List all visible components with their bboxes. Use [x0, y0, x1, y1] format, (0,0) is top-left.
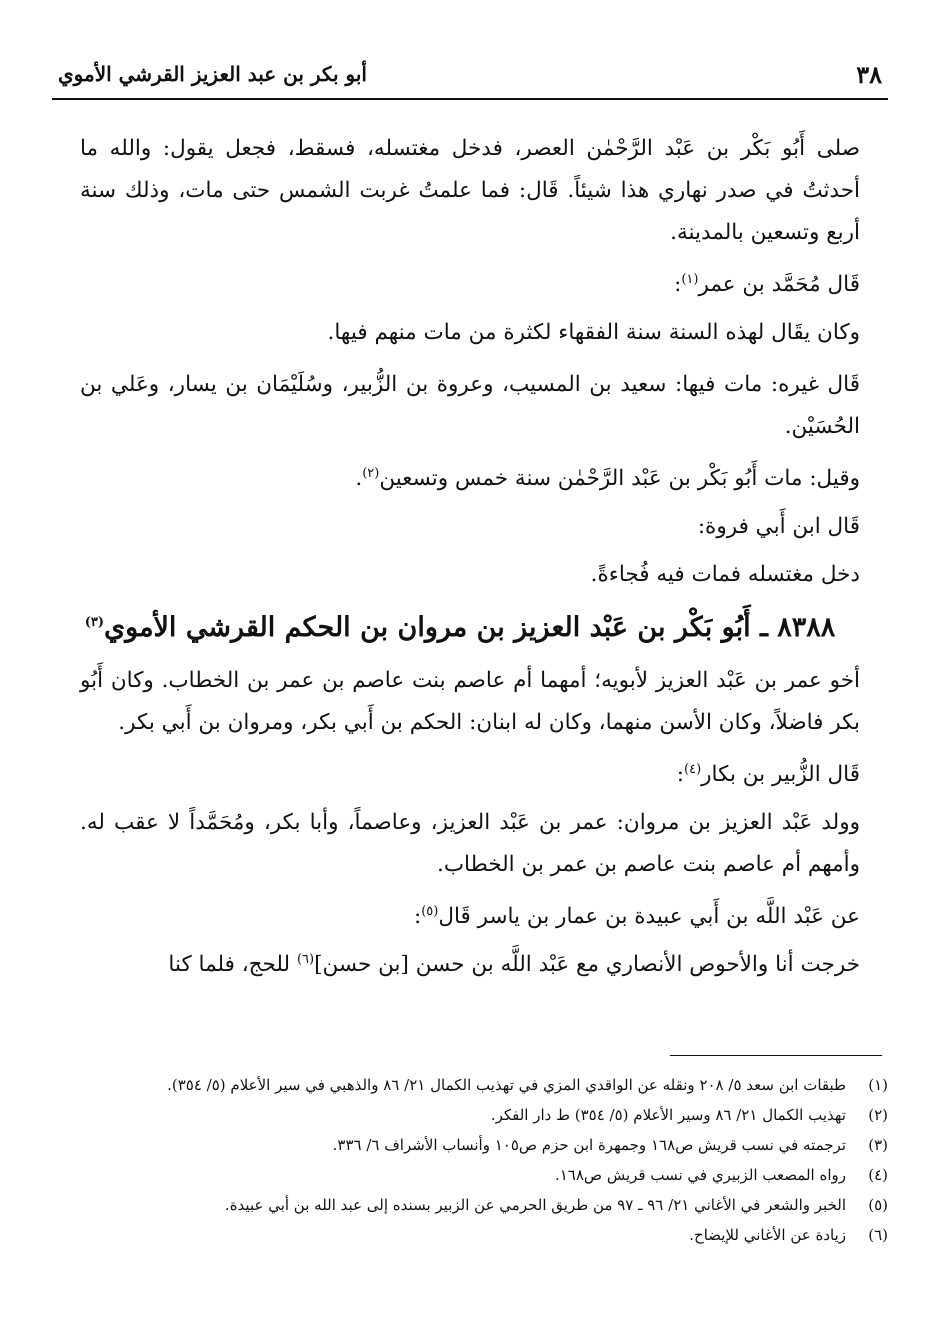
main-text [80, 128, 860, 996]
footnote-item [60, 1160, 888, 1190]
page-number: ٣٨ [856, 60, 882, 89]
entry-heading [80, 602, 860, 654]
page-header [52, 54, 888, 100]
paragraph-9-text: قَال الزُّبير بن بكار [701, 762, 860, 787]
paragraph-12-text: خرجت أنا والأحوص الأنصاري مع عَبْد اللَّه بن حسن [بن حسن] [314, 952, 860, 977]
footnote-number: (٤) [868, 1166, 888, 1184]
footnote-number: (١) [868, 1076, 888, 1094]
entry-heading-text: ٨٣٨٨ ـ أَبُو بَكْر بن عَبْد العزيز بن مروان بن الحكم القرشي الأموي [103, 612, 836, 643]
footnote-text: الخبر والشعر في الأغاني ٢١/ ٩٦ ـ ٩٧ من طريق الحرمي عن الزبير بسنده إلى عبد الله بن أبي عبيدة. [224, 1196, 846, 1214]
paragraph-11 [80, 896, 860, 938]
paragraph-6: قَال ابن أَبي فروة: [697, 514, 860, 539]
footnote-number: (٣) [868, 1136, 888, 1154]
footnote-text: ترجمته في نسب قريش ص١٦٨ وجمهرة ابن حزم ص١٠٥ وأنساب الأشراف ٦/ ٣٣٦. [332, 1136, 846, 1154]
footnote-item [60, 1100, 888, 1130]
paragraph-11-end: : [413, 904, 422, 929]
footnote-item [60, 1220, 888, 1250]
footnote-ref-4[interactable]: (٤) [684, 761, 702, 777]
paragraph-5-text: وقيل: مات أَبُو بَكْر بن عَبْد الرَّحْمٰن سنة خمس وتسعين [379, 466, 860, 491]
paragraph-8: أخو عمر بن عَبْد العزيز لأبويه؛ أمهما أم عاصم بنت عاصم بن عمر بن الخطاب. وكان أَبُو بكر فاضلاً، وكان الأسن منهما، وكان له ابنان: الحكم بن أَبي بكر، ومروان بن أَبي بكر. [80, 668, 860, 735]
footnote-ref-3[interactable]: (٣) [84, 615, 104, 630]
footnote-ref-2[interactable]: (٢) [362, 465, 380, 481]
footnote-ref-5[interactable]: (٥) [421, 903, 439, 919]
paragraph-5-end: . [355, 466, 363, 491]
footnote-item [60, 1130, 888, 1160]
paragraph-11-text: عن عَبْد اللَّه بن أَبي عبيدة بن عمار بن ياسر قَال [438, 904, 860, 929]
footnote-text: طبقات ابن سعد ٥/ ٢٠٨ ونقله عن الواقدي المزي في تهذيب الكمال ٢١/ ٨٦ والذهبي في سير الأعلام (٥/ ٣٥٤). [167, 1076, 846, 1094]
footnote-text: رواه المصعب الزبيري في نسب قريش ص١٦٨. [554, 1166, 846, 1184]
paragraph-3: وكان يقَال لهذه السنة سنة الفقهاء لكثرة من مات منهم فيها. [327, 320, 860, 345]
footnotes [60, 1070, 888, 1250]
paragraph-4: قَال غيره: مات فيها: سعيد بن المسيب، وعروة بن الزُّبير، وسُلَيْمَان بن يسار، وعَلي بن الحُسَيْن. [80, 372, 860, 439]
footnote-ref-6[interactable]: (٦) [296, 951, 315, 967]
footnote-divider [670, 1055, 882, 1056]
paragraph-2-text: قَال مُحَمَّد بن عمر [698, 272, 860, 297]
footnote-ref-1[interactable]: (١) [681, 271, 699, 287]
paragraph-12 [80, 944, 860, 986]
paragraph-9-end: : [676, 762, 685, 787]
paragraph-2 [80, 264, 860, 306]
paragraph-10: وولد عَبْد العزيز بن مروان: عمر بن عَبْد العزيز، وعاصماً، وأبا بكر، ومُحَمَّداً لا عقب له. وأمهم أم عاصم بنت عاصم بن عمر بن الخطاب. [80, 810, 860, 877]
running-title: أبو بكر بن عبد العزيز القرشي الأموي [58, 62, 367, 86]
paragraph-7: دخل مغتسله فمات فيه فُجاءةً. [590, 562, 860, 587]
paragraph-12-end: للحج، فلما كنا [168, 952, 297, 977]
paragraph-5 [80, 458, 860, 500]
footnote-item [60, 1070, 888, 1100]
footnote-item [60, 1190, 888, 1220]
footnote-number: (٦) [868, 1226, 888, 1244]
footnote-number: (٢) [868, 1106, 888, 1124]
footnote-text: زيادة عن الأغاني للإيضاح. [689, 1226, 846, 1244]
paragraph-9 [80, 754, 860, 796]
paragraph-2-end: : [674, 272, 682, 297]
paragraph-1: صلى أَبُو بَكْر بن عَبْد الرَّحْمٰن العصر، فدخل مغتسله، فسقط، فجعل يقول: والله ما أحدثتُ في صدر نهاري هذا شيئاً. قَال: فما علمتُ غربت الشمس حتى مات، وذلك سنة أربع وتسعين بالمدينة. [80, 136, 860, 245]
footnote-number: (٥) [868, 1196, 888, 1214]
footnote-text: تهذيب الكمال ٢١/ ٨٦ وسير الأعلام (٥/ ٣٥٤) ط دار الفكر. [490, 1106, 846, 1124]
